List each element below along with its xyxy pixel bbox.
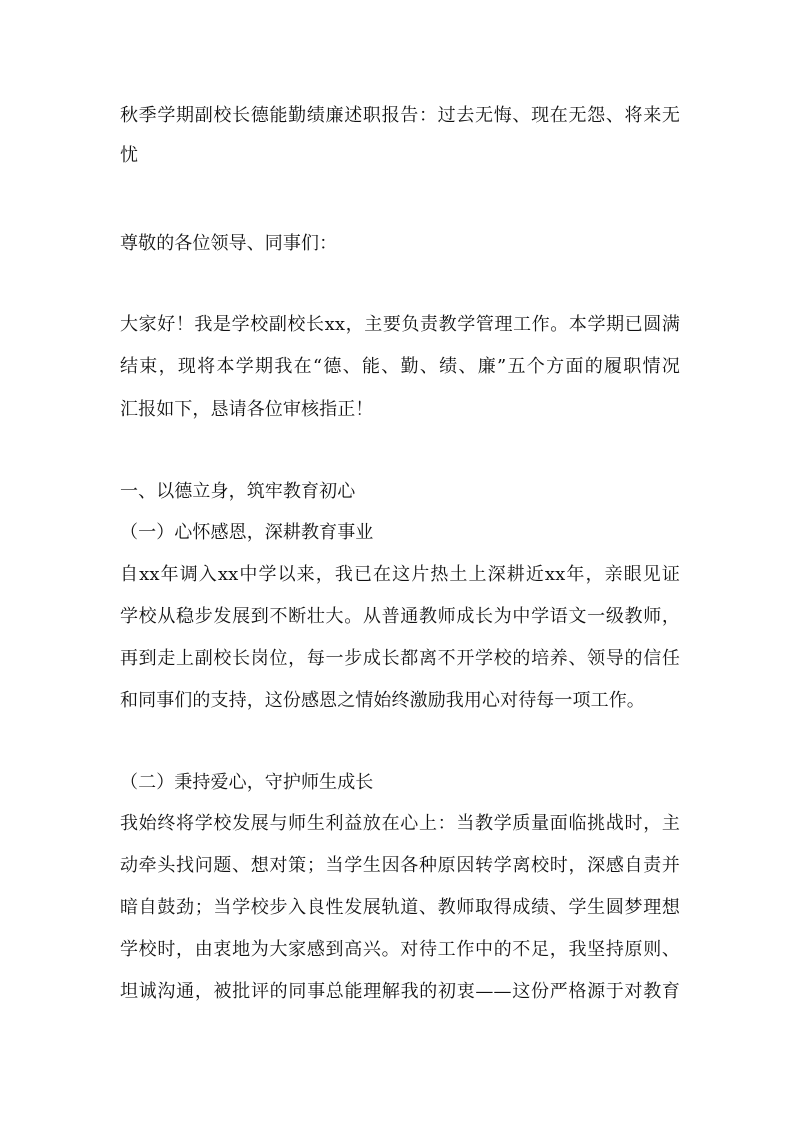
- document-title-line-2: 忧: [120, 145, 139, 166]
- paragraph-line: 动牵头找问题、想对策；当学生因各种原因转学离校时，深感自责并: [120, 855, 680, 876]
- paragraph-line: 暗自鼓劲；当学校步入良性发展轨道、教师取得成绩、学生圆梦理想: [120, 897, 680, 918]
- subsection-heading: （一）心怀感恩，深耕教育事业: [120, 522, 374, 543]
- paragraph-line: 学校从稳步发展到不断壮大。从普通教师成长为中学语文一级教师，: [120, 606, 680, 627]
- intro-line-2: 结束，现将本学期我在“德、能、勤、绩、廉”五个方面的履职情况: [120, 356, 680, 377]
- section-heading: 一、以德立身，筑牢教育初心: [120, 481, 356, 502]
- paragraph-line: 我始终将学校发展与师生利益放在心上：当教学质量面临挑战时，主: [120, 813, 680, 834]
- paragraph-line: 学校时，由衷地为大家感到高兴。对待工作中的不足，我坚持原则、: [120, 939, 680, 960]
- intro-line-1: 大家好！我是学校副校长xx，主要负责教学管理工作。本学期已圆满: [120, 314, 680, 335]
- paragraph-line: 自xx年调入xx中学以来，我已在这片热土上深耕近xx年，亲眼见证: [120, 564, 680, 585]
- paragraph-line: 再到走上副校长岗位，每一步成长都离不开学校的培养、领导的信任: [120, 648, 680, 669]
- document-title-line-1: 秋季学期副校长德能勤绩廉述职报告：过去无悔、现在无怨、将来无: [120, 105, 680, 126]
- paragraph-line: 和同事们的支持，这份感恩之情始终激励我用心对待每一项工作。: [120, 690, 645, 711]
- greeting: 尊敬的各位领导、同事们：: [120, 233, 338, 254]
- paragraph-line: 坦诚沟通，被批评的同事总能理解我的初衷——这份严格源于对教育: [120, 981, 680, 1002]
- subsection-heading: （二）秉持爱心，守护师生成长: [120, 772, 374, 793]
- intro-line-3: 汇报如下，恳请各位审核指正！: [120, 399, 374, 420]
